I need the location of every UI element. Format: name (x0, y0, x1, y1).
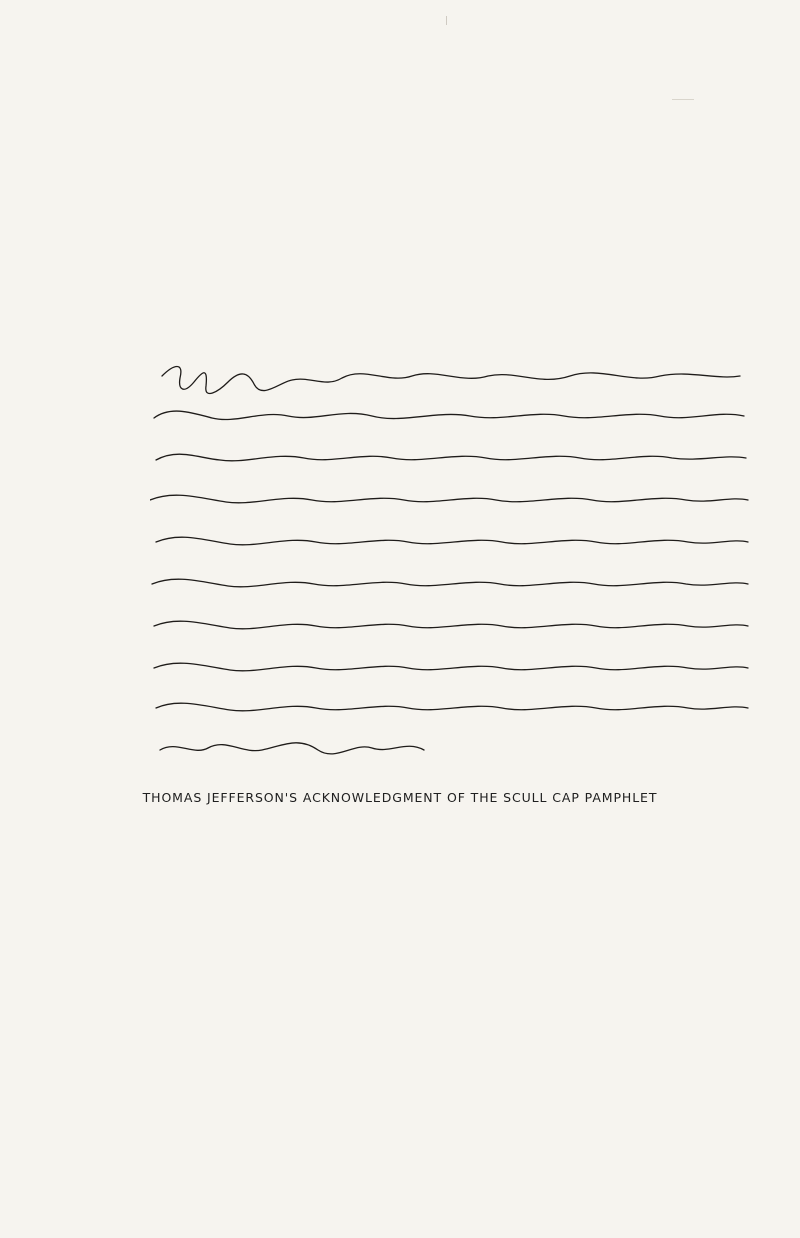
handwritten-letter (150, 358, 750, 778)
paper-mark (446, 16, 447, 25)
figure-caption: THOMAS JEFFERSON'S ACKNOWLEDGMENT OF THE SCULL CAP PAMPHLET (142, 790, 658, 805)
paper-mark (672, 99, 694, 100)
letter-line (0, 0, 1, 1)
handwritten-letter-image (150, 358, 750, 778)
